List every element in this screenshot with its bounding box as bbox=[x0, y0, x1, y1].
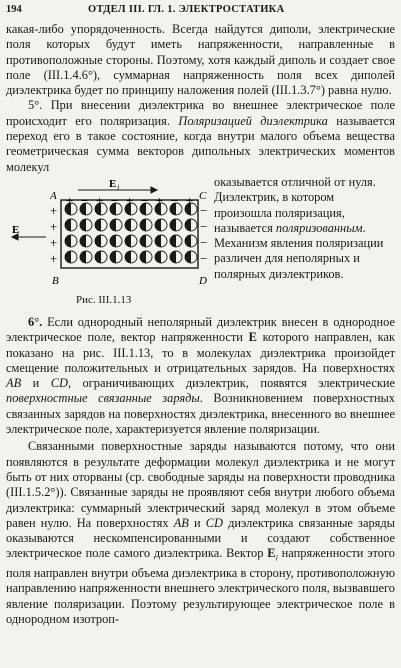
section-number-5: 5°. bbox=[28, 98, 43, 113]
paragraph-6-text-a: Если однородный неполярный диэлектрик внесен в однородное электрическое поле, вектор напряженности bbox=[6, 314, 395, 345]
molecule-dipole bbox=[155, 251, 167, 263]
paragraph-7 bbox=[6, 439, 395, 627]
figure-caption: Рис. III.1.13 bbox=[76, 293, 132, 306]
molecule-dipole bbox=[155, 219, 167, 231]
outer-plus-sign: + bbox=[50, 218, 58, 234]
vector-Ei: E bbox=[267, 546, 276, 561]
label-E-outer: E bbox=[12, 223, 20, 236]
surface-AB-2: AB bbox=[173, 515, 189, 530]
surface-AB: AB bbox=[6, 376, 22, 391]
term-polarized: поляризованным bbox=[275, 220, 363, 235]
conj-and-2: и bbox=[193, 515, 201, 530]
outer-minus-sign: − bbox=[200, 202, 208, 218]
paragraph-6-text-e: . Возникновением поверхностных связанных зарядов на поверхностях диэлектрика, внесенного во внешнее электрическое поле, характеризуется явление поляризации. bbox=[6, 391, 395, 437]
page-body bbox=[6, 22, 395, 627]
edge-sign-top: + bbox=[156, 192, 164, 208]
conj-and: и bbox=[32, 376, 40, 391]
label-E-inner: E bbox=[109, 177, 117, 190]
molecule-dipole bbox=[125, 251, 137, 263]
label-E-inner-sub: i bbox=[117, 182, 120, 192]
section-number-6: 6°. bbox=[28, 314, 43, 329]
edge-sign-top: − bbox=[111, 192, 119, 208]
molecule-dipole bbox=[110, 235, 122, 247]
molecule-dipole bbox=[80, 219, 92, 231]
outer-minus-sign: − bbox=[200, 234, 208, 250]
molecule-dipole bbox=[80, 251, 92, 263]
molecule-dipole bbox=[95, 251, 107, 263]
molecule-dipole bbox=[125, 219, 137, 231]
edge-sign-top: + bbox=[96, 192, 104, 208]
edge-sign-top: − bbox=[171, 192, 179, 208]
molecule-dipole bbox=[170, 251, 182, 263]
paragraph-7-text-a: Связанными поверхностные заряды называются потому, что они появляются в результате деформации молекул диэлектрика и не могут быть от них оторваны (ср. свободные заряды на поверхности проводника (III.1.5.2°)). Связанные заряды не проявляют себя внутри любого объема диэлектрика: суммарный электрический заряд молекул в этом объеме равен нулю. На поверхностях bbox=[6, 439, 395, 530]
label-B: B bbox=[52, 274, 59, 287]
molecule-dipole bbox=[80, 235, 92, 247]
term-polarization: Поляризацией диэлектрика bbox=[178, 113, 328, 128]
molecule-grid bbox=[65, 203, 197, 263]
edge-sign-top: − bbox=[141, 192, 149, 208]
vector-E: E bbox=[248, 330, 257, 345]
figure-side-text bbox=[214, 175, 395, 315]
term-bound-charges: поверхностные связанные заряды bbox=[6, 391, 200, 406]
side-text-a: оказывается отличной от нуля. Диэлектрик, в котором произошла поляризация, называется bbox=[214, 174, 376, 235]
molecule-dipole bbox=[140, 235, 152, 247]
page-header bbox=[6, 4, 395, 20]
molecule-dipole bbox=[185, 251, 197, 263]
paragraph-7-text-d: диэлектрика связанные заряды оказываются нескомпенсированными и создают собственное электрическое поле самого диэлектрика. Вектор bbox=[6, 515, 395, 561]
molecule-dipole bbox=[110, 219, 122, 231]
paragraph-5 bbox=[6, 98, 395, 174]
molecule-dipole bbox=[95, 235, 107, 247]
molecule-dipole bbox=[140, 251, 152, 263]
paragraph-5-text-a: При внесении диэлектрика во внешнее электрическое поле происходит его поляризация. bbox=[6, 98, 395, 128]
molecule-dipole bbox=[110, 251, 122, 263]
figure-row bbox=[6, 175, 395, 315]
edge-sign-top: + bbox=[66, 192, 74, 208]
label-D: D bbox=[199, 274, 207, 287]
edge-sign-top: − bbox=[81, 192, 89, 208]
molecule-dipole bbox=[140, 219, 152, 231]
outer-plus-sign: + bbox=[50, 234, 58, 250]
outer-minus-sign: − bbox=[200, 218, 208, 234]
molecule-dipole bbox=[170, 235, 182, 247]
paragraph-6 bbox=[6, 315, 395, 437]
page-number: 194 bbox=[6, 4, 22, 15]
outer-plus-sign: + bbox=[50, 202, 58, 218]
molecule-dipole bbox=[65, 235, 77, 247]
molecule-dipole bbox=[65, 251, 77, 263]
molecule-dipole bbox=[185, 219, 197, 231]
outer-minus-sign: − bbox=[200, 250, 208, 266]
molecule-dipole bbox=[185, 235, 197, 247]
molecule-dipole bbox=[170, 219, 182, 231]
molecule-dipole bbox=[65, 219, 77, 231]
vector-Ei-sub: i bbox=[275, 553, 278, 563]
side-text-b: . Механизм явления поляризации различен для неполярных и полярных диэлектриков. bbox=[214, 220, 384, 281]
paragraph-5-text-b: называется переход его в такое состояние, когда внутри малого объема вещества геометрическая сумма векторов дипольных электрических моментов молекул bbox=[6, 113, 395, 174]
label-A: A bbox=[50, 189, 57, 202]
label-C: C bbox=[199, 189, 207, 202]
paragraph-6-text-d: , ограничивающих диэлектрик, появятся электрические bbox=[67, 376, 395, 391]
edge-sign-top: + bbox=[186, 192, 194, 208]
surface-CD-2: CD bbox=[205, 515, 223, 530]
molecule-dipole bbox=[125, 235, 137, 247]
molecule-dipole bbox=[95, 219, 107, 231]
paragraph-1: какая-либо упорядоченность. Всегда найдутся диполи, электрические поля которых будут иметь напряженности, направленные в противоположные стороны. Поэтому, хотя каждый диполь и создает свое поле (III.1.4.6°), суммарная напряженность поля всех диполей диэлектрика будет по принципу наложения полей (III.1.3.7°) равна нулю. bbox=[6, 22, 395, 98]
paragraph-6-text-b: которого направлен, как показано на рис. III.1.13, то в молекулах диэлектрика произойдет смещение положительных и отрицательных зарядов. На поверхностях bbox=[6, 330, 395, 375]
running-head: ОТДЕЛ III. ГЛ. 1. ЭЛЕКТРОСТАТИКА bbox=[88, 4, 285, 15]
molecule-dipole bbox=[155, 235, 167, 247]
surface-CD: CD bbox=[50, 376, 68, 391]
paragraph-7-text-e: напряженности этого поля направлен внутри объема диэлектрика в сторону, противоположную направлению напряженности внешнего электрического поля, вызвавшего явление поляризации. Поэтому результирующее электрическое поле в однородном изотроп- bbox=[6, 546, 395, 627]
outer-plus-sign: + bbox=[50, 250, 58, 266]
dielectric-polarization-diagram bbox=[6, 177, 211, 292]
figure-III-1-13 bbox=[6, 175, 214, 315]
edge-sign-top: + bbox=[126, 192, 134, 208]
